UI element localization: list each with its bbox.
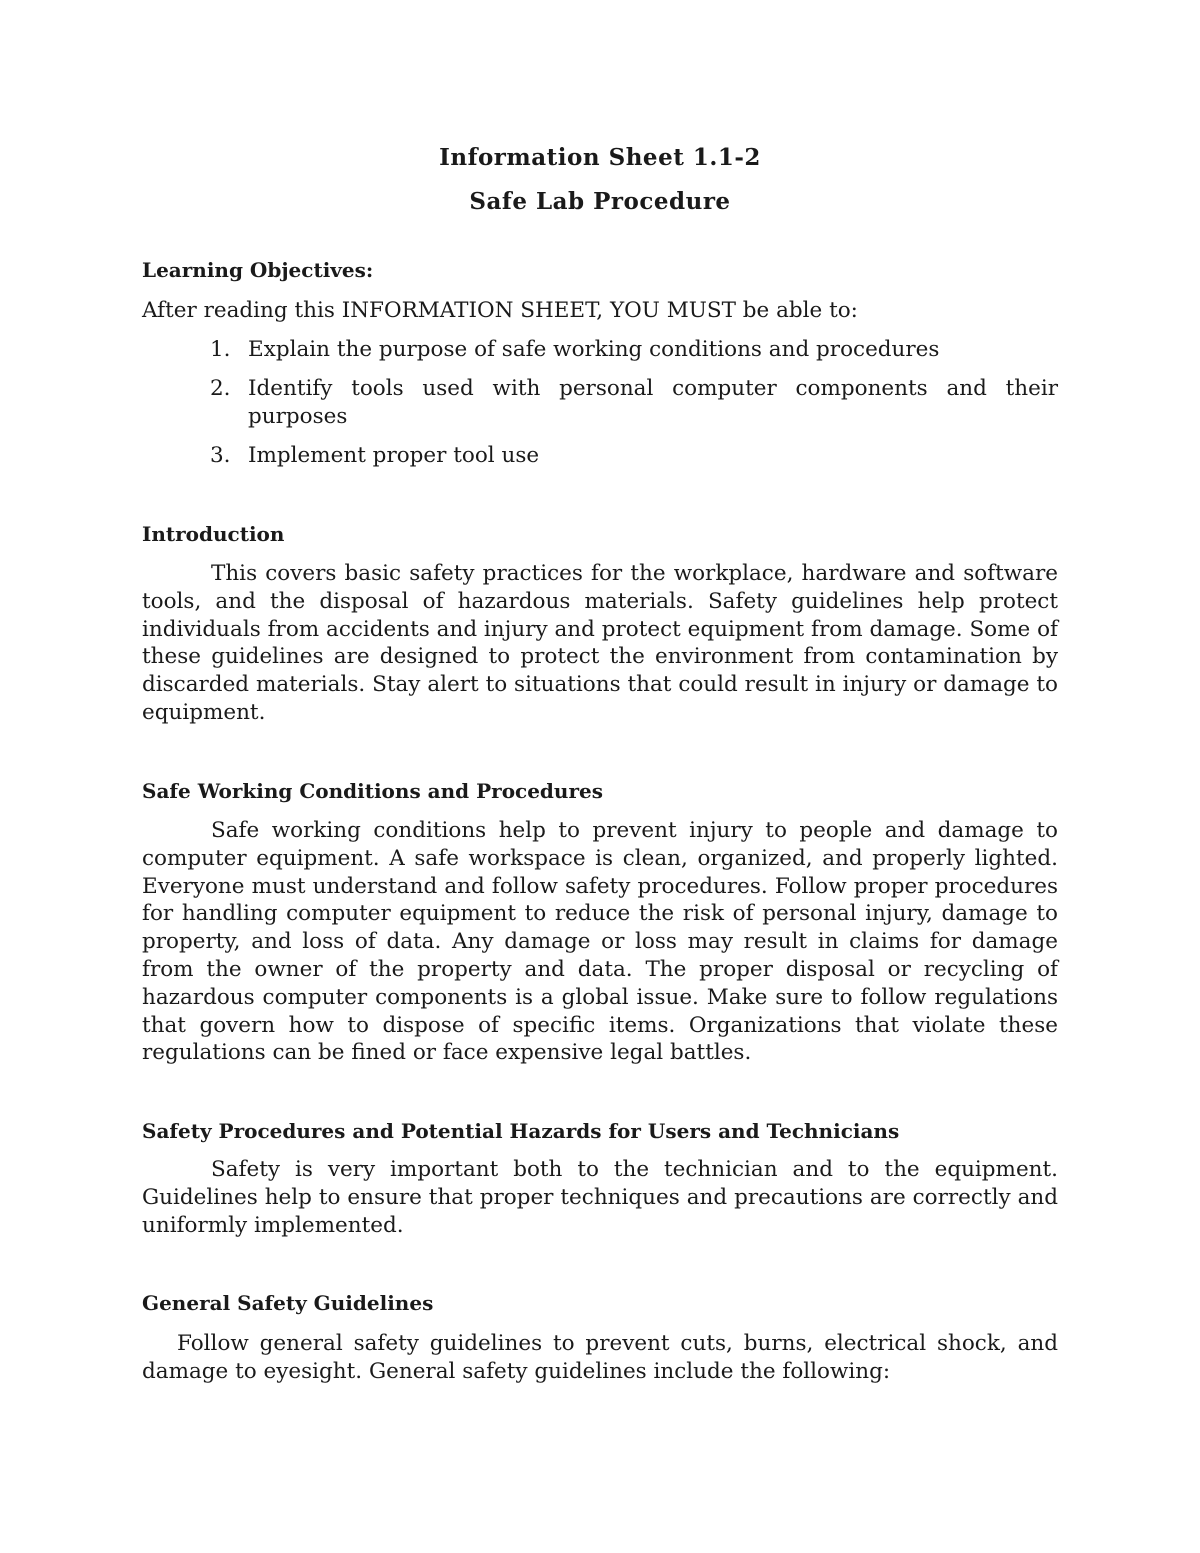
list-item-number: 1. (210, 337, 231, 362)
document-title: Information Sheet 1.1-2 (439, 144, 761, 171)
list-item (210, 336, 1058, 364)
safe-working-heading: Safe Working Conditions and Procedures (142, 779, 603, 803)
safety-procedures-body: Safety is very important both to the technician and to the equipment. Guidelines help to ensure that proper techniques and precautions are correctly and uniformly implemented. (142, 1157, 1058, 1238)
safe-working-body: Safe working conditions help to prevent injury to people and damage to computer equipment. A safe workspace is clean, organized, and properly lighted. Everyone must understand and follow safety procedures. Follow proper procedures for handling computer equipment to reduce the risk of personal injury, damage to property, and loss of data. Any damage or loss may result in claims for damage from the owner of the property and data. The proper disposal or recycling of hazardous computer components is a global issue. Make sure to follow regulations that govern how to dispose of specific items. Organizations that violate these regulations can be fined or face expensive legal battles. (142, 818, 1058, 1066)
list-item-text: Explain the purpose of safe working conditions and procedures (248, 337, 940, 362)
list-item-text: Identify tools used with personal computer components and their purposes (248, 376, 1058, 429)
list-item-text: Implement proper tool use (248, 443, 540, 468)
introduction-body: This covers basic safety practices for the workplace, hardware and software tools, and the disposal of hazardous materials. Safety guidelines help protect individuals from accidents and injury and protect equipment from damage. Some of these guidelines are designed to protect the environment from contamination by discarded materials. Stay alert to situations that could result in injury or damage to equipment. (142, 561, 1058, 725)
general-safety-body: Follow general safety guidelines to prevent cuts, burns, electrical shock, and damage to eyesight. General safety guidelines include the following: (142, 1331, 1058, 1384)
document-subtitle: Safe Lab Procedure (469, 188, 731, 215)
list-item (210, 442, 1058, 470)
learning-objectives-heading: Learning Objectives: (142, 258, 374, 282)
learning-objectives-intro: After reading this INFORMATION SHEET, YOU MUST be able to: (142, 298, 858, 323)
list-item-number: 3. (210, 443, 231, 468)
list-item (210, 375, 1058, 431)
learning-objectives-list (210, 336, 1058, 481)
introduction-heading: Introduction (142, 522, 285, 546)
list-item-number: 2. (210, 376, 231, 401)
general-safety-heading: General Safety Guidelines (142, 1291, 434, 1315)
safety-procedures-heading: Safety Procedures and Potential Hazards for Users and Technicians (142, 1119, 900, 1143)
